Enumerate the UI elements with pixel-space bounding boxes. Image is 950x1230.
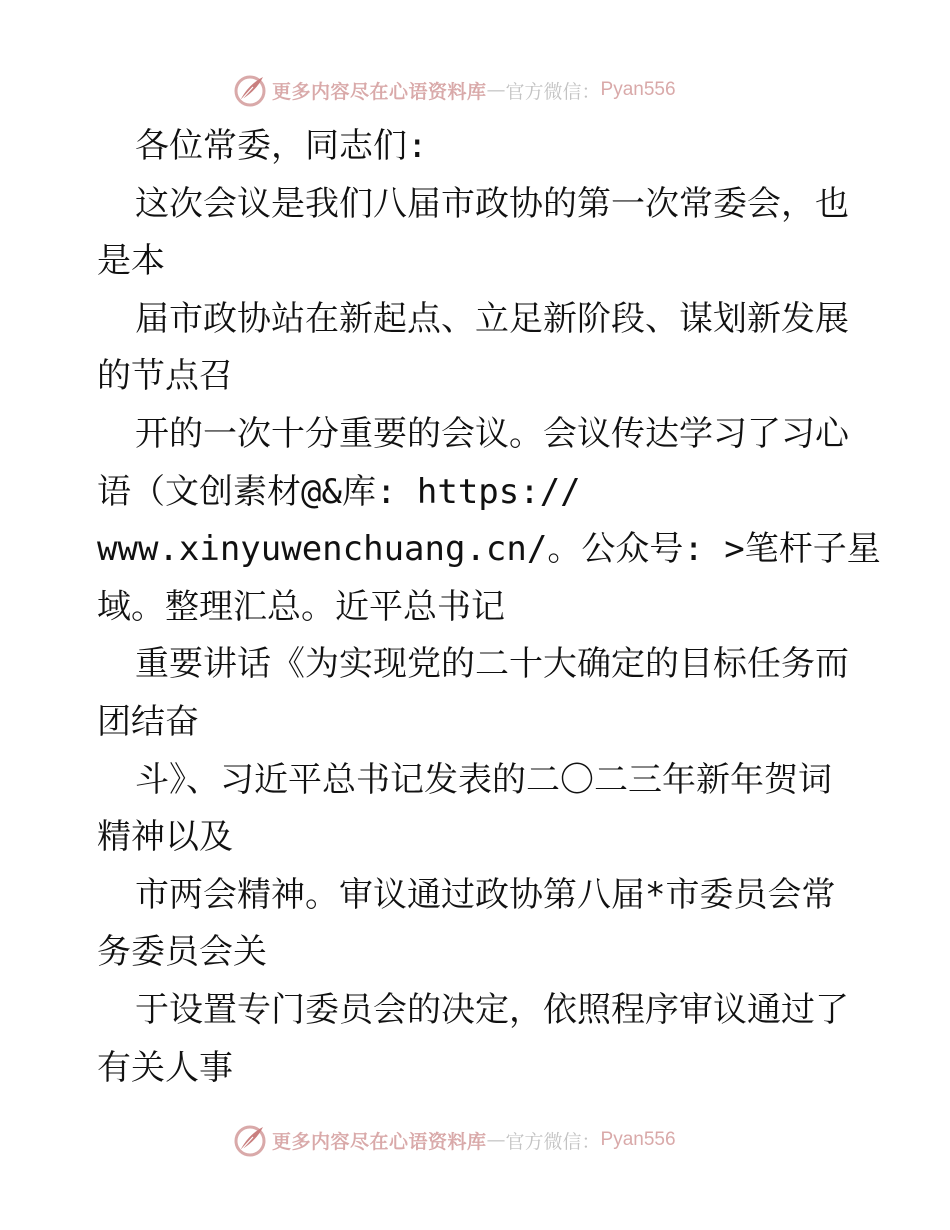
header-banner xyxy=(232,70,676,110)
text-line: www.xinyuwenchuang.cn/。公众号: >笔杆子星 xyxy=(97,529,881,570)
document-body xyxy=(97,118,881,1097)
banner-site-text: 更多内容尽在心语资料库 xyxy=(272,80,487,103)
text-line: 这次会议是我们八届市政协的第一次常委会，也 xyxy=(135,183,849,224)
banner-wechat-label: 官方微信： xyxy=(505,80,601,103)
text-line: 市两会精神。审议通过政协第八届*市委员会常 xyxy=(135,874,836,915)
text-line: 精神以及 xyxy=(97,817,233,858)
banner-wechat-id: Pyan556 xyxy=(600,1129,676,1150)
text-line: 的节点召 xyxy=(97,356,233,397)
banner-separator: — xyxy=(486,79,506,101)
text-line: 域。整理汇总。近平总书记 xyxy=(97,586,505,627)
text-line: 届市政协站在新起点、立足新阶段、谋划新发展 xyxy=(135,298,849,339)
feather-pen-circle-logo-icon xyxy=(232,1122,268,1158)
text-line: 语（文创素材@&库: https:// xyxy=(97,471,581,512)
text-line: 各位常委，同志们: xyxy=(135,126,428,166)
banner-site-text: 更多内容尽在心语资料库 xyxy=(272,1130,487,1153)
text-line: 斗》、习近平总书记发表的二〇二三年新年贺词 xyxy=(135,759,832,800)
text-line: 团结奋 xyxy=(97,701,199,742)
text-line: 务委员会关 xyxy=(97,932,267,973)
footer-banner xyxy=(232,1120,676,1160)
feather-pen-circle-logo-icon xyxy=(232,72,268,108)
text-line: 开的一次十分重要的会议。会议传达学习了习心 xyxy=(135,413,849,454)
text-line: 有关人事 xyxy=(97,1047,233,1088)
text-line: 是本 xyxy=(97,241,165,282)
text-line: 重要讲话《为实现党的二十大确定的目标任务而 xyxy=(135,644,849,685)
banner-wechat-id: Pyan556 xyxy=(600,79,676,100)
banner-separator: — xyxy=(486,1129,506,1151)
banner-wechat-label: 官方微信： xyxy=(505,1130,601,1153)
text-line: 于设置专门委员会的决定，依照程序审议通过了 xyxy=(135,989,849,1030)
